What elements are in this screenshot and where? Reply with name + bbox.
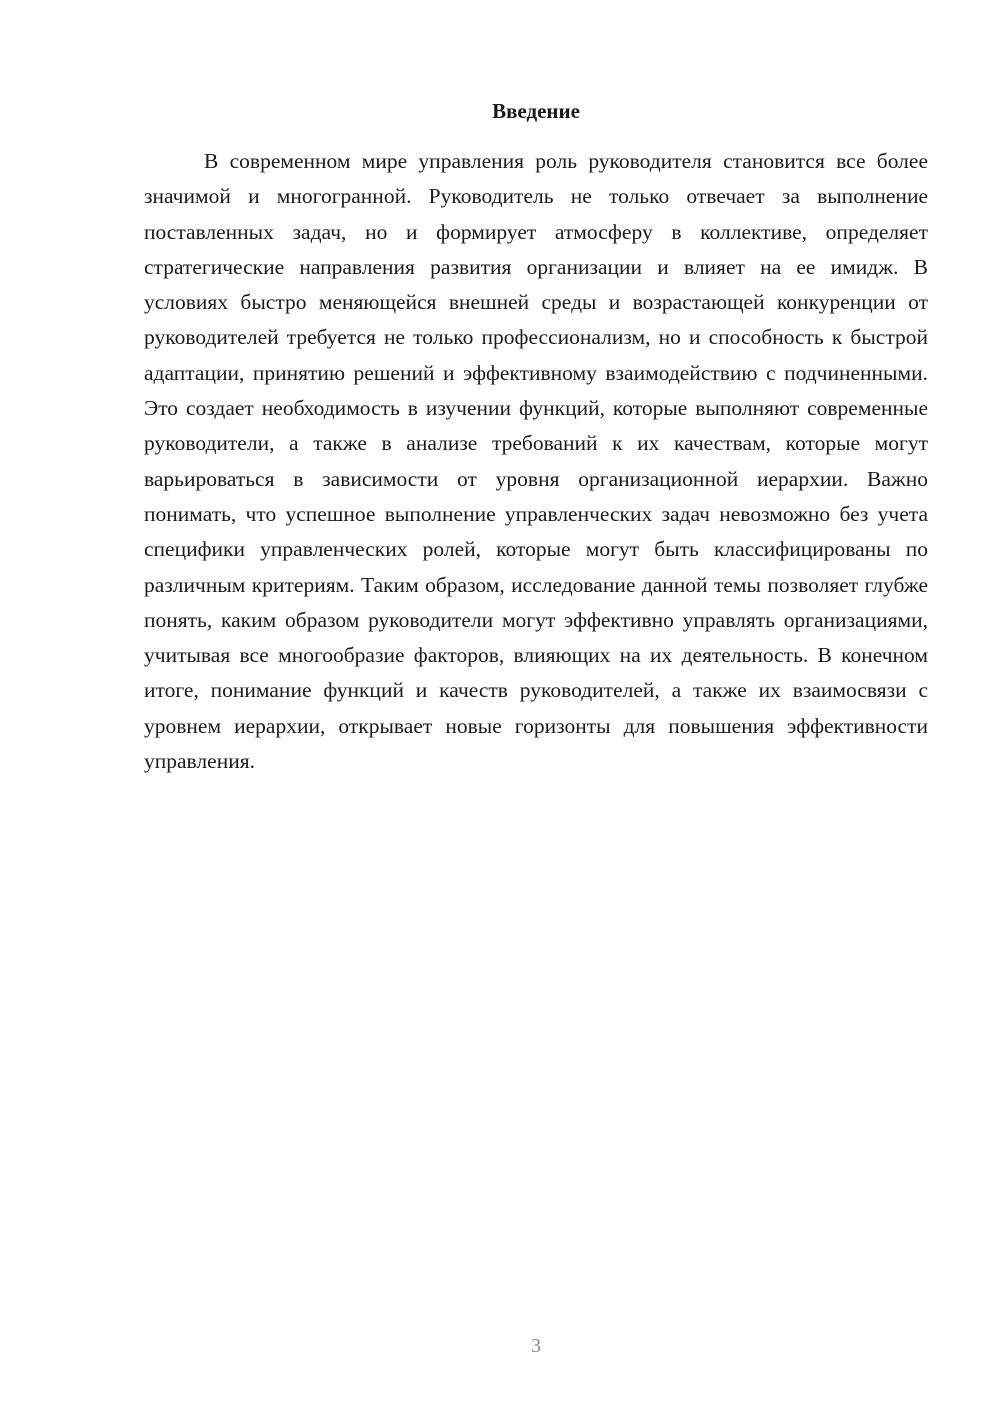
section-heading: Введение bbox=[492, 99, 580, 123]
body-paragraph: В современном мире управления роль руководителя становится все более значимой и многогранной. Руководитель не только отвечает за выполнение поставленных задач, но и формирует атмосферу в коллективе, определяет стратегические направления развития организации и влияет на ее имидж. В условиях быстро меняющейся внешней среды и возрастающей конкуренции от руководителей требуется не только профессионализм, но и способность к быстрой адаптации, принятию решений и эффективному взаимодействию с подчиненными. Это создает необходимость в изучении функций, которые выполняют современные руководители, а также в анализе требований к их качествам, которые могут варьироваться в зависимости от уровня организационной иерархии. Важно понимать, что успешное выполнение управленческих задач невозможно без учета специфики управленческих ролей, которые могут быть классифицированы по различным критериям. Таким образом, исследование данной темы позволяет глубже понять, каким образом руководители могут эффективно управлять организациями, учитывая все многообразие факторов, влияющих на их деятельность. В конечном итоге, понимание функций и качеств руководителей, а также их взаимосвязи с уровнем иерархии, открывает новые горизонты для повышения эффективности управления. bbox=[144, 149, 928, 774]
page-number: 3 bbox=[531, 1335, 541, 1357]
